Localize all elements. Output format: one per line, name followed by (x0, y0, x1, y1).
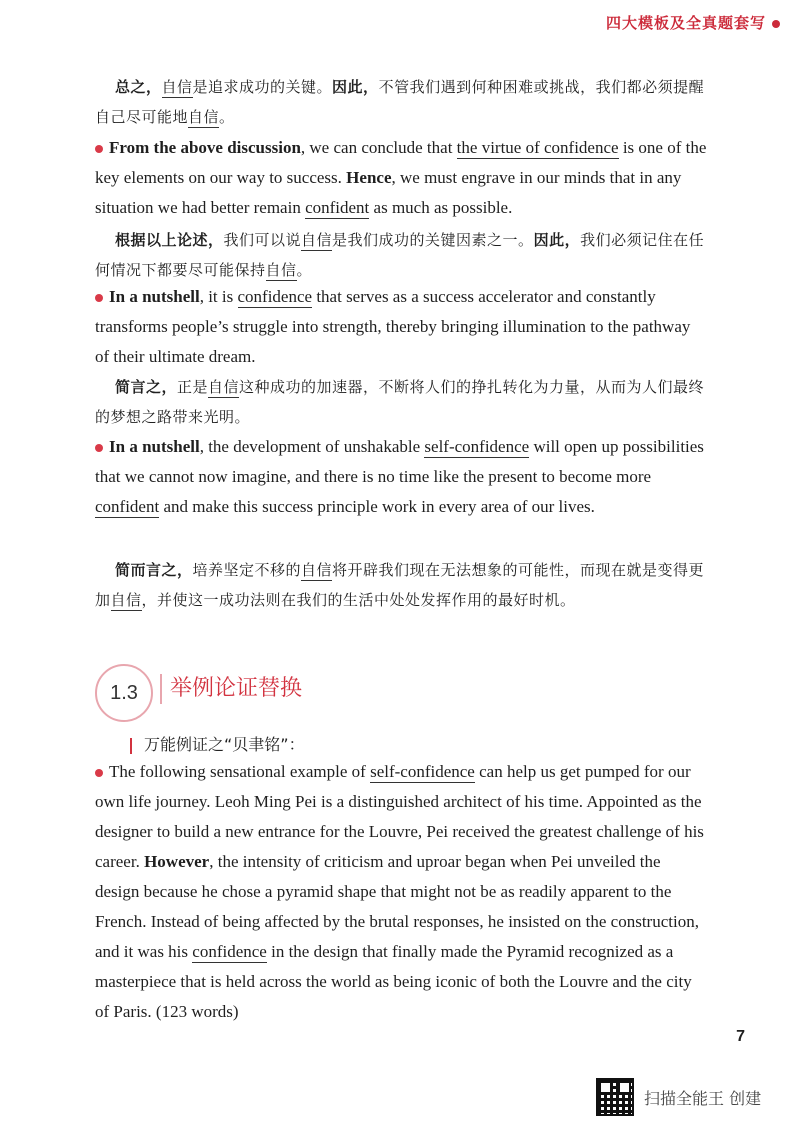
bullet-dot-icon (95, 444, 103, 452)
bold-connective: Hence (346, 168, 392, 187)
bold-connective: In a nutshell (109, 437, 200, 456)
underlined-keyword: confidence (192, 942, 267, 961)
text-run: 是追求成功的关键。 (192, 78, 333, 96)
underlined-keyword: the virtue of confidence (456, 138, 619, 157)
paragraph-zh-2 (95, 225, 707, 285)
bold-connective: 因此， (332, 78, 379, 96)
underlined-keyword: 自信 (301, 231, 333, 249)
text-run: 培养坚定不移的 (192, 561, 302, 579)
text-run: 。 (219, 108, 235, 126)
text-run: as much as possible. (369, 198, 513, 217)
underlined-keyword: 自信 (110, 591, 142, 609)
paragraph-en-1 (95, 133, 707, 223)
bullet-dot-icon (95, 145, 103, 153)
text-run: The following sensational example of (109, 762, 371, 781)
bold-connective: However (144, 852, 210, 871)
subheading (130, 732, 305, 755)
text-run: ，并使这一成功法则在我们的生活中处处发挥作用的最好时机。 (141, 591, 576, 609)
scanner-watermark (596, 1078, 761, 1116)
text-run: can help us get pumped for our own life journey. Leoh Ming Pei is a distinguished architect of his time. Appointed as the designer to build a new entrance for the Louvre, Pei received the greatest challenge of his career. (95, 762, 704, 871)
text-run: that serves as a success accelerator and constantly transforms people’s struggle into strength, thereby bringing illumination to the pathway of their ultimate dream. (95, 287, 691, 366)
text-run: 不管我们遇到何种困难或挑战，我们都必须提醒自己尽可能地 (95, 78, 705, 126)
text-run: , the intensity of criticism and uproar began when Pei unveiled the design because he chose a pyramid shape that might not be as readily apparent to the French. Instead of being affected by the brutal responses, he insisted on the construction, and it was his (95, 852, 699, 961)
underlined-keyword: self-confidence (370, 762, 475, 781)
text-run: , it is (199, 287, 238, 306)
underlined-keyword: 自信 (301, 561, 333, 579)
example-paragraph (95, 757, 707, 1027)
header-dot-icon (772, 20, 780, 28)
underlined-keyword: 自信 (188, 108, 220, 126)
bold-connective: 简言之， (115, 378, 178, 396)
paragraph-zh-3 (95, 372, 707, 432)
bullet-dot-icon (95, 294, 103, 302)
text-run: will open up possibilities that we cannot now imagine, and there is no time like the present to become more (95, 437, 704, 486)
underlined-keyword: 自信 (208, 378, 240, 396)
text-run: , the development of unshakable (199, 437, 425, 456)
section-title: 举例论证替换 (160, 674, 302, 704)
text-run: 是我们成功的关键因素之一。 (332, 231, 534, 249)
text-run: 我们可以说 (223, 231, 302, 249)
text-run: 正是 (177, 378, 209, 396)
bold-connective: 根据以上论述， (115, 231, 224, 249)
watermark-text: 扫描全能王 创建 (644, 1088, 762, 1108)
underlined-keyword: 自信 (161, 78, 193, 96)
bold-connective: 简而言之， (115, 561, 193, 579)
bold-connective: In a nutshell (109, 287, 200, 306)
text-run: 。 (296, 261, 313, 279)
section-number: 1.3 (110, 681, 138, 704)
text-run: 将开辟我们现在无法想象的可能性，而现在就是变得更加 (95, 561, 705, 609)
subheading-bar-icon (130, 738, 132, 754)
qr-code-icon (596, 1078, 634, 1116)
bold-connective: 因此， (533, 231, 581, 249)
bold-connective: 总之， (115, 78, 162, 96)
bullet-dot-icon (95, 769, 103, 777)
text-run: 我们必须记住在任何情况下都要尽可能保持 (95, 231, 705, 279)
underlined-keyword: self-confidence (424, 437, 530, 456)
underlined-keyword: confidence (237, 287, 313, 306)
chapter-header-tag (606, 12, 780, 33)
page-number: 7 (736, 1028, 745, 1045)
paragraph-en-3 (95, 432, 707, 522)
text-run: and make this success principle work in every area of our lives. (159, 497, 595, 516)
section-number-badge (95, 664, 153, 722)
text-run: in the design that finally made the Pyramid recognized as a masterpiece that is held across the world as being iconic of both the Louvre and the city of Paris. (123 words) (95, 942, 692, 1021)
text-run: , we must engrave in our minds that in any situation we had better remain (95, 168, 682, 217)
subheading-text: 万能例证之“贝聿铭”： (144, 735, 305, 754)
text-run: is one of the key elements on our way to success. (95, 138, 707, 187)
underlined-keyword: 自信 (265, 261, 297, 279)
paragraph-en-2 (95, 282, 707, 372)
chapter-header-text: 四大模板及全真题套写 (605, 14, 766, 32)
paragraph-zh-4 (95, 555, 707, 615)
underlined-keyword: confident (305, 198, 370, 217)
underlined-keyword: confident (95, 497, 160, 516)
bold-connective: From the above discussion (109, 138, 301, 157)
text-run: , we can conclude that (300, 138, 457, 157)
text-run: 这种成功的加速器，不断将人们的挣扎转化为力量，从而为人们最终的梦想之路带来光明。 (95, 378, 705, 426)
paragraph-zh-1 (95, 72, 707, 132)
